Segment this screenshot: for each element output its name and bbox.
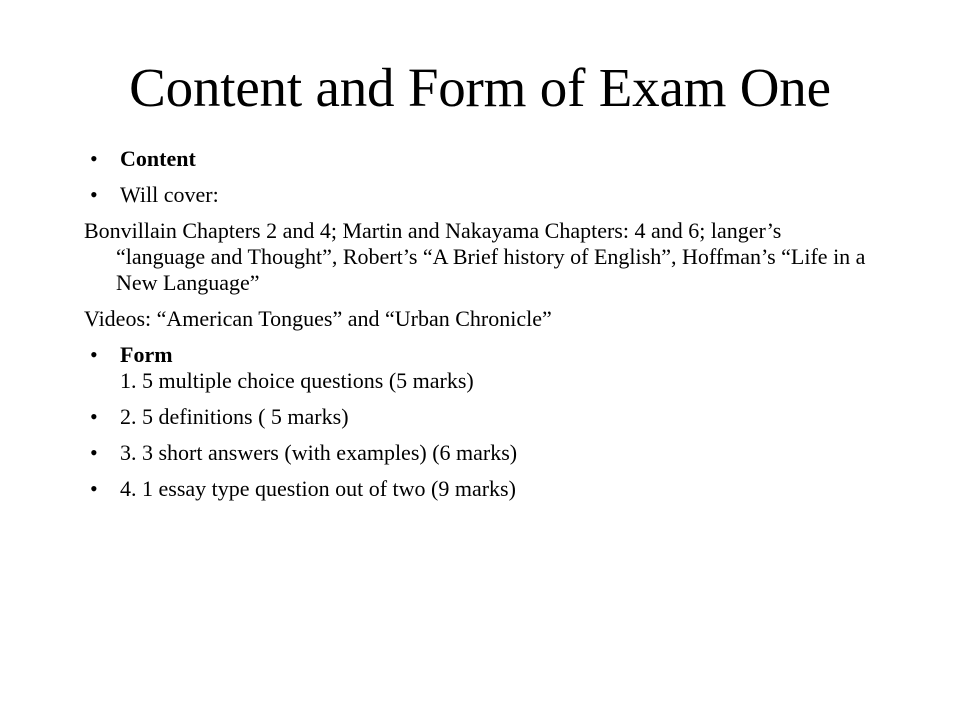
bullet-item-will-cover	[84, 182, 874, 208]
slide-body	[84, 146, 874, 512]
bullet-item-content	[84, 146, 874, 172]
will-cover-text: Will cover:	[120, 182, 219, 207]
bullet-icon: •	[90, 146, 98, 171]
bullet-item-form-3	[84, 440, 874, 466]
slide-title: Content and Form of Exam One	[129, 57, 831, 118]
form-item-3: 3. 3 short answers (with examples) (6 marks)	[120, 440, 518, 465]
bullet-icon: •	[90, 342, 98, 367]
form-item-1: 1. 5 multiple choice questions (5 marks)	[120, 368, 474, 393]
content-heading: Content	[120, 146, 196, 171]
bullet-item-form	[84, 342, 874, 394]
form-item-2: 2. 5 definitions ( 5 marks)	[120, 404, 349, 429]
bullet-icon: •	[90, 404, 98, 429]
bullet-item-form-4	[84, 476, 874, 502]
bullet-icon: •	[90, 182, 98, 207]
bullet-item-form-2	[84, 404, 874, 430]
bullet-icon: •	[90, 476, 98, 501]
videos-paragraph: Videos: “American Tongues” and “Urban Chronicle”	[84, 306, 552, 331]
readings-paragraph: Bonvillain Chapters 2 and 4; Martin and Nakayama Chapters: 4 and 6; langer’s “language and Thought”, Robert’s “A Brief history of English”, Hoffman’s “Life in a New Language”	[84, 218, 866, 295]
form-item-4: 4. 1 essay type question out of two (9 marks)	[120, 476, 516, 501]
form-heading: Form	[120, 342, 173, 367]
bullet-icon: •	[90, 440, 98, 465]
